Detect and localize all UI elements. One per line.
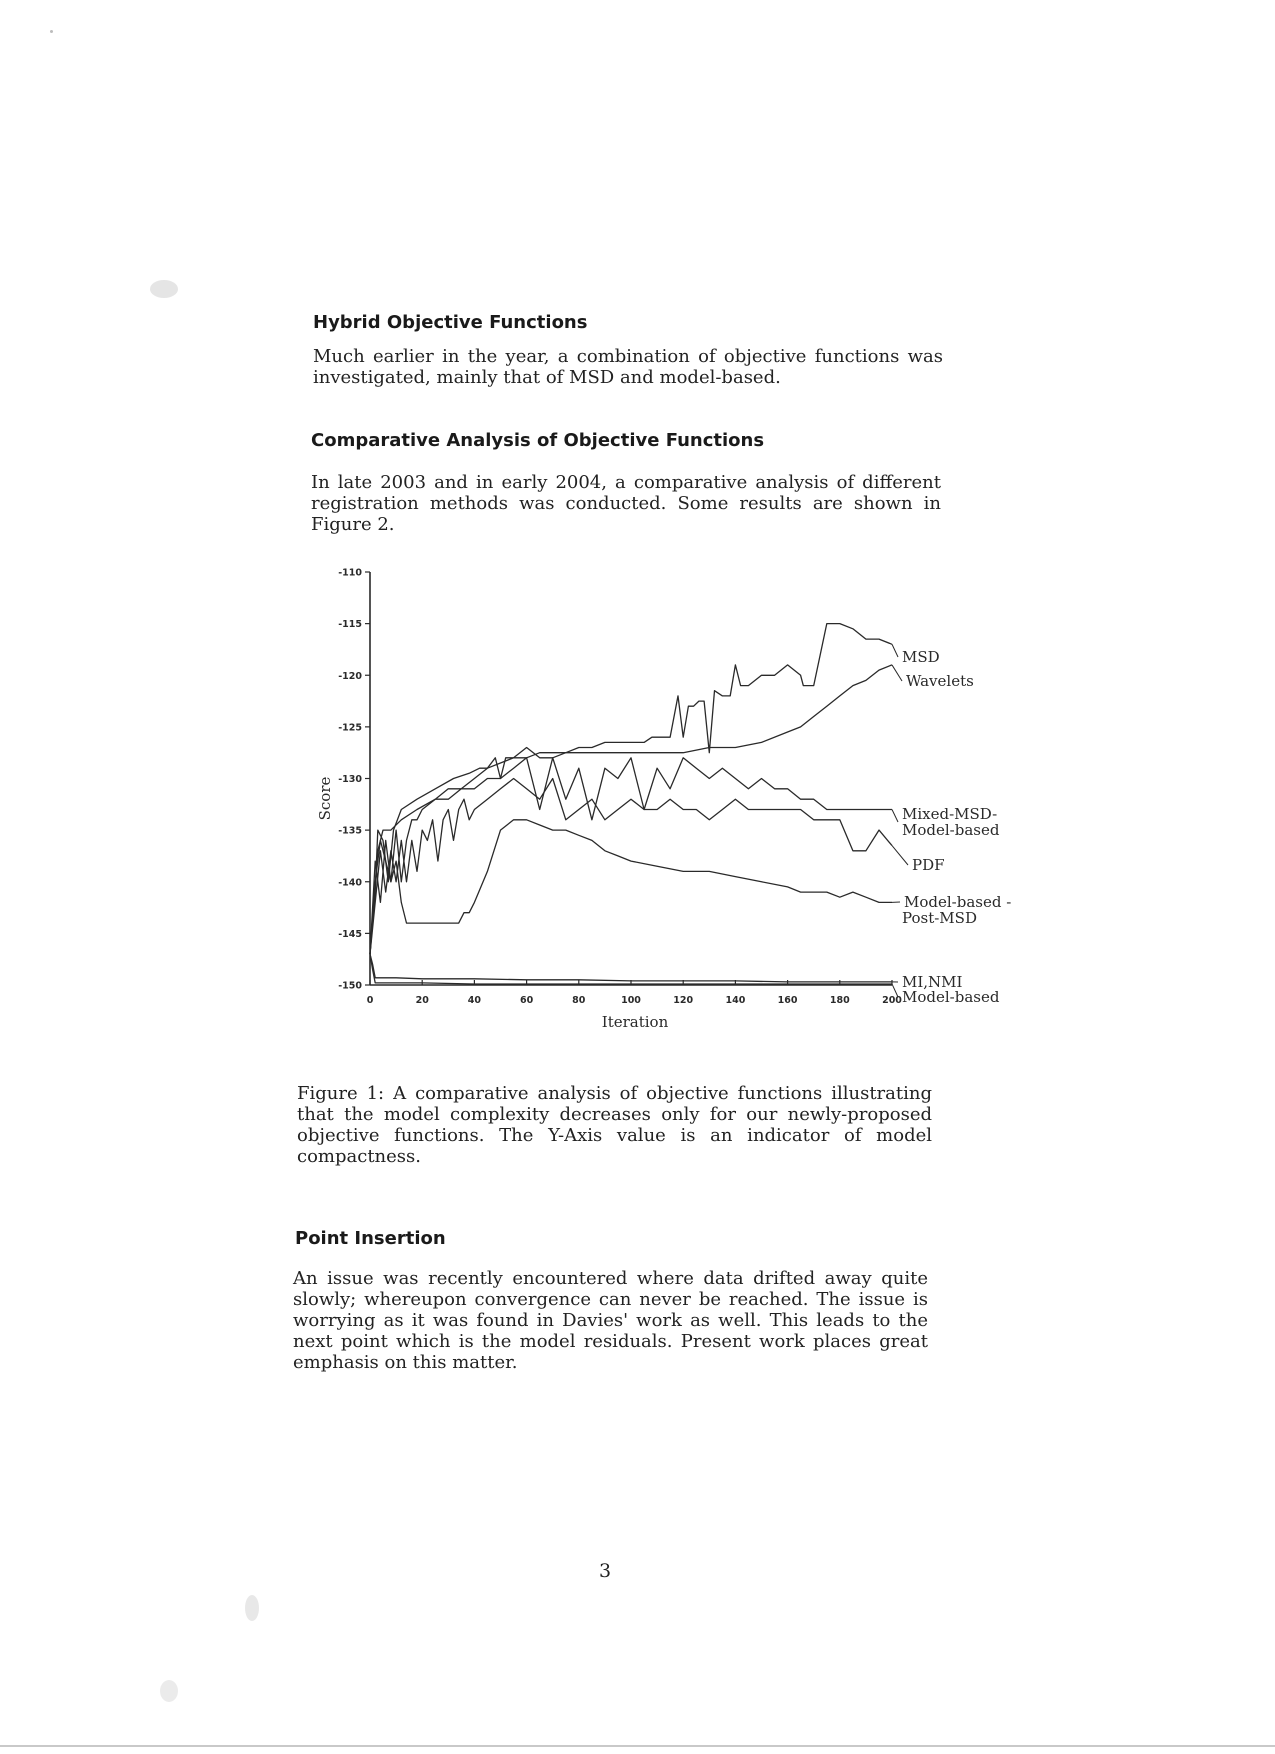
x-axis-title: Iteration bbox=[601, 1013, 669, 1031]
x-tick-label: 20 bbox=[415, 995, 429, 1006]
chart-series bbox=[370, 624, 892, 984]
y-tick-label: -150 bbox=[338, 980, 362, 992]
x-tick-label: 160 bbox=[777, 995, 798, 1006]
y-tick-label: -140 bbox=[338, 877, 362, 889]
y-tick-label: -110 bbox=[338, 567, 362, 579]
y-tick-label: -145 bbox=[338, 928, 362, 940]
figure-caption: Figure 1: A comparative analysis of objective functions illustrating that the model complexity decreases only for our newly-proposed objective functions. The Y-Axis value is an indicator of model compactness. bbox=[297, 1083, 932, 1167]
section-heading-hybrid: Hybrid Objective Functions bbox=[313, 312, 588, 333]
series-label-leader bbox=[892, 644, 898, 657]
series-label: Model-based bbox=[902, 821, 1000, 839]
x-tick-label: 60 bbox=[519, 995, 534, 1006]
y-tick-label: -120 bbox=[338, 670, 362, 682]
section-heading-comparative: Comparative Analysis of Objective Functions bbox=[311, 430, 765, 451]
chart-line-labels bbox=[892, 644, 1011, 1006]
series-label: Wavelets bbox=[906, 672, 974, 690]
y-tick-label: -125 bbox=[338, 722, 362, 734]
section-paragraph-point-insertion: An issue was recently encountered where data drifted away quite slowly; whereupon convergence can never be reached. The issue is worrying as it was found in Davies' work as well. This leads to the next point which is the model residuals. Present work places great emphasis on this matter. bbox=[293, 1268, 928, 1373]
page-number: 3 bbox=[598, 1560, 612, 1582]
x-tick-label: 120 bbox=[673, 995, 694, 1006]
series-line-5 bbox=[370, 820, 892, 954]
x-tick-label: 100 bbox=[621, 995, 641, 1006]
series-label: MI,NMI bbox=[902, 973, 963, 991]
series-label: Model-based bbox=[902, 988, 1000, 1006]
section-paragraph-hybrid: Much earlier in the year, a combination of objective functions was investigated, mainly that of MSD and model-based. bbox=[313, 346, 943, 388]
series-label-leader bbox=[892, 846, 908, 865]
y-tick-label: -135 bbox=[338, 825, 362, 837]
scan-speck bbox=[160, 1680, 178, 1702]
series-label: PDF bbox=[912, 856, 945, 874]
x-tick-label: 80 bbox=[572, 995, 586, 1006]
scan-edge-line bbox=[0, 1745, 1275, 1747]
score-iteration-chart bbox=[300, 560, 1040, 1040]
series-label-leader bbox=[892, 809, 898, 822]
x-tick-label: 0 bbox=[366, 995, 374, 1006]
series-line-7 bbox=[370, 954, 892, 984]
y-tick-label: -115 bbox=[338, 619, 362, 631]
x-tick-label: 40 bbox=[467, 995, 482, 1006]
series-line-4 bbox=[370, 779, 892, 955]
series-line-3 bbox=[370, 758, 892, 954]
section-heading-point-insertion: Point Insertion bbox=[295, 1228, 446, 1249]
series-label-leader bbox=[892, 665, 902, 681]
series-label: Post-MSD bbox=[902, 909, 977, 927]
scan-speck bbox=[150, 280, 178, 298]
x-tick-label: 140 bbox=[725, 995, 746, 1006]
series-label: MSD bbox=[902, 648, 940, 666]
y-tick-label: -130 bbox=[338, 774, 362, 785]
scan-speck bbox=[50, 30, 53, 33]
x-tick-label: 200 bbox=[882, 995, 902, 1006]
series-label: Model-based - bbox=[904, 893, 1012, 911]
section-paragraph-comparative: In late 2003 and in early 2004, a comparative analysis of different registration methods was conducted. Some results are shown in Figure 2. bbox=[311, 472, 941, 535]
scan-speck bbox=[245, 1595, 259, 1621]
series-line-6 bbox=[370, 954, 892, 982]
x-tick-label: 180 bbox=[829, 995, 850, 1006]
series-label: Mixed-MSD- bbox=[902, 805, 998, 823]
y-axis-title: Score bbox=[316, 776, 334, 821]
